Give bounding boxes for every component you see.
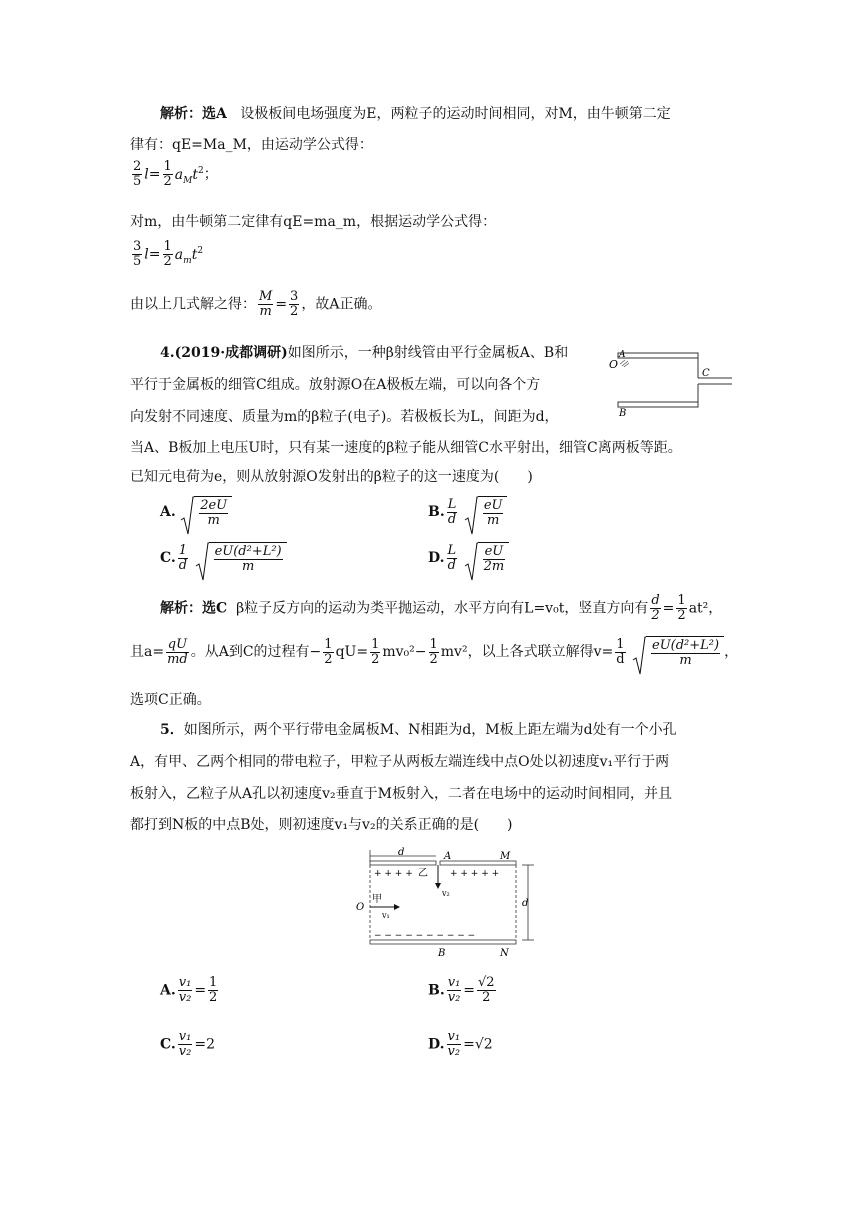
q4-figure — [608, 346, 732, 422]
q4-line1: 4.(2019·成都调研)如图所示，一种β射线管由平行金属板A、B和 — [160, 345, 569, 361]
sqrt-c: $\frac{\text{eU(d²+L²)}}{m}$ — [195, 542, 287, 574]
svg-text:d: d — [398, 847, 405, 858]
q5-option-c[interactable]: C. $\frac{\text{v₁}}{\text{v₂}}$ =2 — [160, 1029, 215, 1059]
frac-3-5: $\frac{3}{5}$ — [133, 239, 142, 269]
q4-sol-line2: 且a= $\frac{qU}{md}$ 。从A到C的过程有− $\frac{1}{2}$ qU= $\frac{1}{2}$ mv₀²− $\frac{1}{2}$ mv²，以上各式联立解得v= $\frac{1}{d}$ $\frac{\text{eU(d²+L²)}}{m}$ ， — [130, 636, 738, 668]
sol3-lead: 解析：选A — [160, 106, 227, 122]
q4-source: (2019·成都调研) — [174, 345, 288, 361]
q4-option-a[interactable]: A. $\frac{2eU}{m}$ — [160, 496, 232, 528]
svg-text:O: O — [356, 902, 365, 913]
frac-half-2: $\frac{1}{2}$ — [163, 239, 172, 269]
sol3-line2: 律有：qE=Ma_M，由运动学公式得： — [130, 137, 373, 153]
q5-option-d[interactable]: D. $\frac{\text{v₁}}{\text{v₂}}$ =√2 — [428, 1029, 493, 1059]
q5-line3: 板射入，乙粒子从A孔以初速度v₂垂直于M板射入，二者在电场中的运动时间相同，并且 — [130, 786, 672, 802]
svg-text:+ + + + +: + + + + + — [450, 869, 500, 879]
frac-half: $\frac{1}{2}$ — [163, 159, 172, 189]
label-C: C — [702, 368, 710, 379]
q4-line5: 已知元电荷为e，则从放射源O发射出的β粒子的这一速度为( ) — [130, 469, 533, 485]
q5-line4: 都打到N板的中点B处，则初速度v₁与v₂的关系正确的是( ) — [130, 817, 513, 833]
frac-3-2: $\frac{3}{2}$ — [290, 289, 299, 319]
sqrt-a: $\frac{2eU}{m}$ — [180, 496, 232, 528]
q5-option-b[interactable]: B. $\frac{\text{v₁}}{\text{v₂}}$ = $\frac{√2}{2}$ — [428, 975, 495, 1005]
q4-option-c[interactable]: C. $\frac{1}{d}$ $\frac{\text{eU(d²+L²)}}{m}$ — [160, 542, 287, 574]
q5-figure — [352, 846, 542, 960]
sol3-eq2: $\frac{3}{5}$ l= $\frac{1}{2}$ $a_mt^2$ — [133, 239, 204, 269]
svg-text:− − − − − − − − − −: − − − − − − − − − − — [374, 931, 476, 941]
frac-M-m: $\frac{M}{m}$ — [259, 289, 273, 319]
q5-option-a[interactable]: A. $\frac{\text{v₁}}{\text{v₂}}$ = $\frac{1}{2}$ — [160, 975, 218, 1005]
svg-text:d: d — [522, 898, 529, 909]
q4-number: 4. — [160, 345, 175, 361]
q4-line4: 当A、B板加上电压U时，只有某一速度的β粒子能从细管C水平射出，细管C离两板等距。 — [130, 440, 682, 456]
svg-text:甲: 甲 — [372, 894, 382, 905]
q4-option-b[interactable]: B. $\frac{L}{d}$ $\frac{eU}{m}$ — [428, 496, 507, 528]
svg-text:M: M — [500, 851, 511, 862]
q4-sol-line1: 解析：选C β粒子反方向的运动为类平抛运动，水平方向有L=v₀t，竖直方向有 $\frac{d}{2}$ = $\frac{1}{2}$ at²， — [160, 593, 723, 623]
svg-text:乙: 乙 — [418, 868, 428, 879]
q5-line1: 5．如图所示，两个平行带电金属板M、N相距为d，M板上距左端为d处有一个小孔 — [160, 722, 677, 738]
svg-text:N: N — [500, 948, 509, 959]
svg-text:B: B — [438, 948, 446, 959]
label-A: A — [619, 350, 626, 360]
sol3-line1 — [160, 104, 671, 124]
sqrt-b: $\frac{eU}{m}$ — [464, 496, 508, 528]
q4-line2: 平行于金属板的细管C组成。放射源O在A极板左端，可以向各个方 — [130, 377, 541, 393]
label-B: B — [619, 408, 627, 419]
q5-line2: A，有甲、乙两个相同的带电粒子，甲粒子从两板左端连线中点O处以初速度v₁平行于两 — [130, 754, 670, 770]
sqrt-d: $\frac{eU}{2m}$ — [464, 542, 510, 574]
svg-text:A: A — [444, 851, 452, 862]
q4-sol-line3: 选项C正确。 — [130, 692, 211, 708]
svg-text:v₂: v₂ — [442, 889, 450, 898]
q4-option-d[interactable]: D. $\frac{L}{d}$ $\frac{eU}{2m}$ — [428, 542, 509, 574]
frac-2-5: $\frac{2}{5}$ — [133, 159, 142, 189]
sol3-line3: 对m，由牛顿第二定律有qE=ma_m，根据运动学公式得： — [130, 214, 497, 230]
svg-text:v₁: v₁ — [382, 911, 390, 920]
svg-text:+ + + +: + + + + — [374, 869, 413, 879]
sol3-eq1: $\frac{2}{5}$ l= $\frac{1}{2}$ $a_Mt^2$； — [133, 159, 218, 189]
sol3-text1: 设极板间电场强度为E，两粒子的运动时间相同，对M，由牛顿第二定 — [240, 106, 671, 122]
q5-number: 5． — [160, 722, 184, 738]
sol3-line4: 由以上几式解之得： $\frac{M}{m}$ = $\frac{3}{2}$ ，故A正确。 — [130, 289, 382, 319]
q4-line3: 向发射不同速度、质量为m的β粒子(电子)。若极板长为L，间距为d， — [130, 409, 559, 425]
label-O: O — [609, 358, 619, 371]
